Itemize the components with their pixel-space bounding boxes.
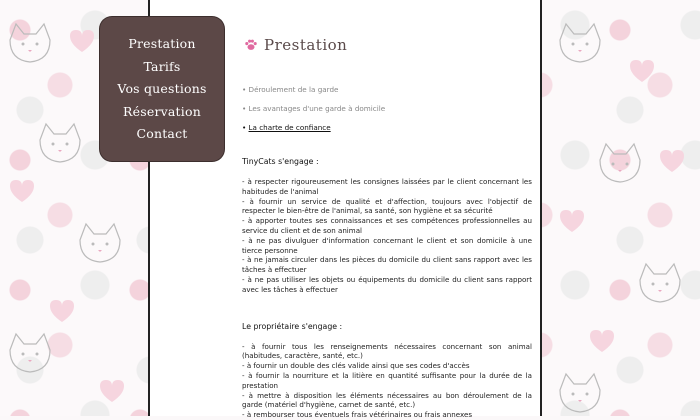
subnav-label: Les avantages d'une garde à domicile <box>248 104 386 113</box>
list-item: - à rembourser tous éventuels frais vétérinaires ou frais annexes <box>242 410 473 420</box>
owner-commitments <box>242 342 532 420</box>
list-item: - à fournir la nourriture et la litière en quantité suffisante pour la durée de la prestation <box>242 370 532 390</box>
subnav-link-avantages[interactable]: • Les avantages d'une garde à domicile <box>242 104 386 113</box>
list-item: - à mettre à disposition les éléments nécessaires au bon déroulement de la garde (matériel d'hygiène, carnet de santé, etc.) <box>242 390 532 410</box>
list-item: - à apporter toutes ses connaissances et ses compétences professionnelles au service du client et de son animal <box>242 216 532 235</box>
menu-item-reservation[interactable]: Réservation <box>123 103 201 119</box>
page-title: Prestation <box>264 36 348 54</box>
main-content <box>242 36 532 420</box>
sub-navigation <box>242 80 532 137</box>
subnav-link-charte[interactable]: • La charte de confiance <box>242 123 331 132</box>
list-item: - à fournir un double des clés valide ainsi que ses codes d'accès <box>242 361 470 371</box>
tinycats-heading: TinyCats s'engage : <box>242 157 319 166</box>
menu-item-contact[interactable]: Contact <box>136 126 188 141</box>
page-header <box>244 36 532 54</box>
list-item: - à ne jamais circuler dans les pièces du domicile du client sans rapport avec les tâches à effectuer <box>242 255 532 275</box>
subnav-label: La charte de confiance <box>248 123 331 132</box>
menu-item-tarifs[interactable]: Tarifs <box>143 58 181 74</box>
menu-item-vos-questions[interactable]: Vos questions <box>117 81 207 96</box>
list-item: - à fournir tous les renseignements nécessaires concernant son animal (habitudes, caractère, santé, etc.) <box>242 341 532 361</box>
subnav-link-deroulement[interactable]: • Déroulement de la garde <box>242 85 339 94</box>
tinycats-commitments <box>242 177 532 295</box>
spacer <box>242 295 532 322</box>
subnav-label: Déroulement de la garde <box>248 85 339 94</box>
list-item: - à ne pas utiliser les objets ou équipements du domicile du client sans rapport avec les tâches à effectuer <box>242 274 532 294</box>
owner-heading: Le propriétaire s'engage : <box>242 321 343 331</box>
list-item: - à fournir un service de qualité et d'affection, toujours avec l'objectif de respecter le bien-être de l'animal, sa santé, son hygiène et sa sécurité <box>242 196 532 216</box>
menu-item-prestation[interactable]: Prestation <box>128 36 196 51</box>
paw-icon <box>244 38 258 52</box>
list-item: - à respecter rigoureusement les consignes laissées par le client concernant les habitudes de l'animal <box>242 177 532 196</box>
main-menu <box>100 17 224 161</box>
list-item: - à ne pas divulguer d'information concernant le client et son domicile à une tierce personne <box>242 235 532 255</box>
